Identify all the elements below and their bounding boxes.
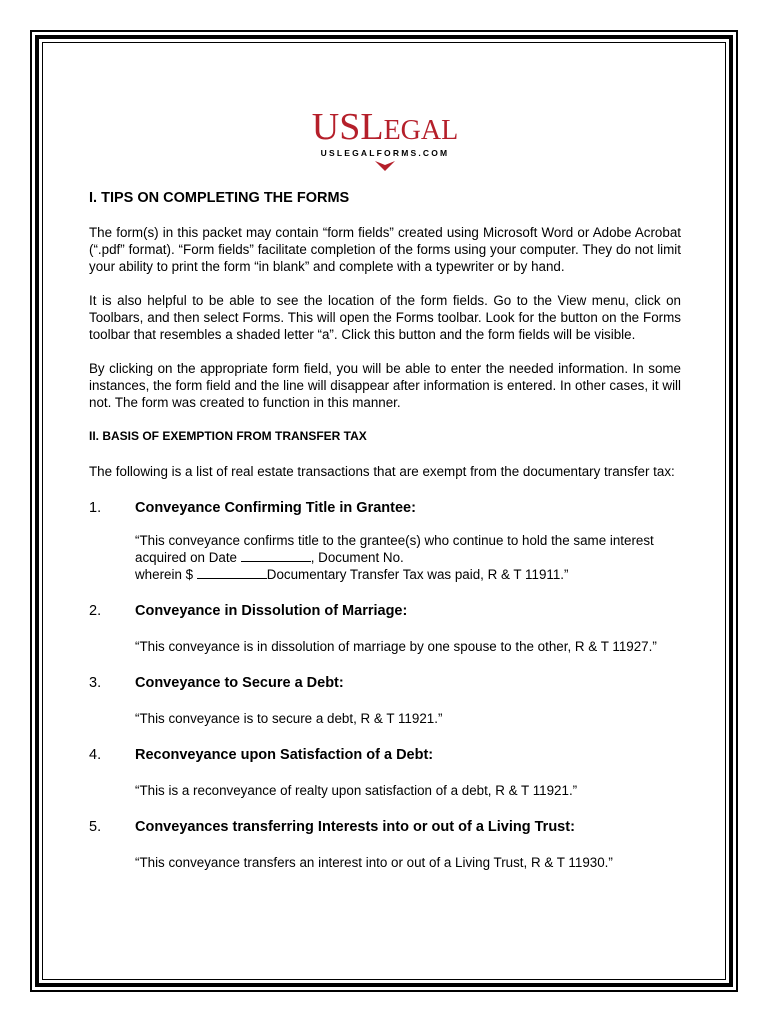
item-title: Conveyance Confirming Title in Grantee: bbox=[135, 500, 416, 516]
item-1-document-label: , Document No. bbox=[310, 550, 404, 565]
exemption-item-heading bbox=[89, 819, 681, 836]
item-title: Conveyance to Secure a Debt: bbox=[135, 675, 344, 691]
item-1-line-3 bbox=[135, 566, 681, 583]
section-1-heading: I. TIPS ON COMPLETING THE FORMS bbox=[89, 190, 350, 206]
item-title: Conveyance in Dissolution of Marriage: bbox=[135, 603, 408, 619]
item-1-line-1: “This conveyance confirms title to the grantee(s) who continue to hold the same interest bbox=[135, 533, 654, 548]
logo-url: USLEGALFORMS.COM bbox=[320, 148, 450, 158]
section-2-heading: II. BASIS OF EXEMPTION FROM TRANSFER TAX bbox=[89, 429, 367, 443]
exemption-item-text bbox=[135, 532, 681, 583]
exemption-item-text: “This conveyance transfers an interest into or out of a Living Trust, R & T 11930.” bbox=[135, 855, 613, 870]
exemption-item-text: “This is a reconveyance of realty upon satisfaction of a debt, R & T 11921.” bbox=[135, 783, 578, 798]
item-1-date-label: acquired on Date bbox=[135, 550, 241, 565]
section-1-paragraph: It is also helpful to be able to see the location of the form fields. Go to the View menu, click on Toolbars, and then select Forms. This will open the Forms toolbar. Look for the button on the Forms toolbar that resembles a shaded letter “a”. Click this button and the form fields will be visible. bbox=[89, 293, 681, 342]
exemption-item-heading bbox=[89, 675, 681, 692]
item-number: 1. bbox=[89, 500, 102, 516]
logo-eagle-icon bbox=[375, 161, 395, 171]
item-title: Conveyances transferring Interests into or out of a Living Trust: bbox=[135, 819, 575, 835]
section-1-paragraph: By clicking on the appropriate form field, you will be able to enter the needed information. In some instances, the form field and the line will disappear after information is entered. In other cases, it will not. The form was created to function in this manner. bbox=[89, 361, 681, 410]
item-1-line-2 bbox=[135, 549, 681, 566]
exemption-item-heading bbox=[89, 500, 681, 517]
item-number: 3. bbox=[89, 675, 102, 691]
exemption-item-heading bbox=[89, 603, 681, 620]
logo-wordmark-l: L bbox=[360, 106, 384, 148]
exemption-item-text: “This conveyance is in dissolution of marriage by one spouse to the other, R & T 11927.” bbox=[135, 639, 657, 654]
section-1-paragraph: The form(s) in this packet may contain “form fields” created using Microsoft Word or Adobe Acrobat (“.pdf” format). “Form fields” facilitate completion of the forms using your computer. They do not limit your ability to print the form “in blank” and complete with a typewriter or by hand. bbox=[89, 225, 681, 274]
logo-wordmark-us: US bbox=[311, 106, 361, 148]
date-blank-field[interactable] bbox=[241, 549, 311, 562]
logo-wordmark bbox=[300, 106, 470, 148]
section-2-intro: The following is a list of real estate transactions that are exempt from the documentary transfer tax: bbox=[89, 464, 675, 479]
item-1-tax-text: Documentary Transfer Tax was paid, R & T 11911.” bbox=[266, 567, 569, 582]
item-title: Reconveyance upon Satisfaction of a Debt: bbox=[135, 747, 434, 763]
logo-wordmark-rest: EGAL bbox=[383, 115, 459, 146]
exemption-item-text: “This conveyance is to secure a debt, R & T 11921.” bbox=[135, 711, 443, 726]
item-number: 2. bbox=[89, 603, 102, 619]
item-1-amount-label: wherein $ bbox=[135, 567, 197, 582]
exemption-item-heading bbox=[89, 747, 681, 764]
item-number: 4. bbox=[89, 747, 102, 763]
uslegal-logo bbox=[300, 106, 470, 170]
amount-blank-field[interactable] bbox=[197, 566, 267, 579]
item-number: 5. bbox=[89, 819, 102, 835]
document-body bbox=[89, 190, 681, 887]
